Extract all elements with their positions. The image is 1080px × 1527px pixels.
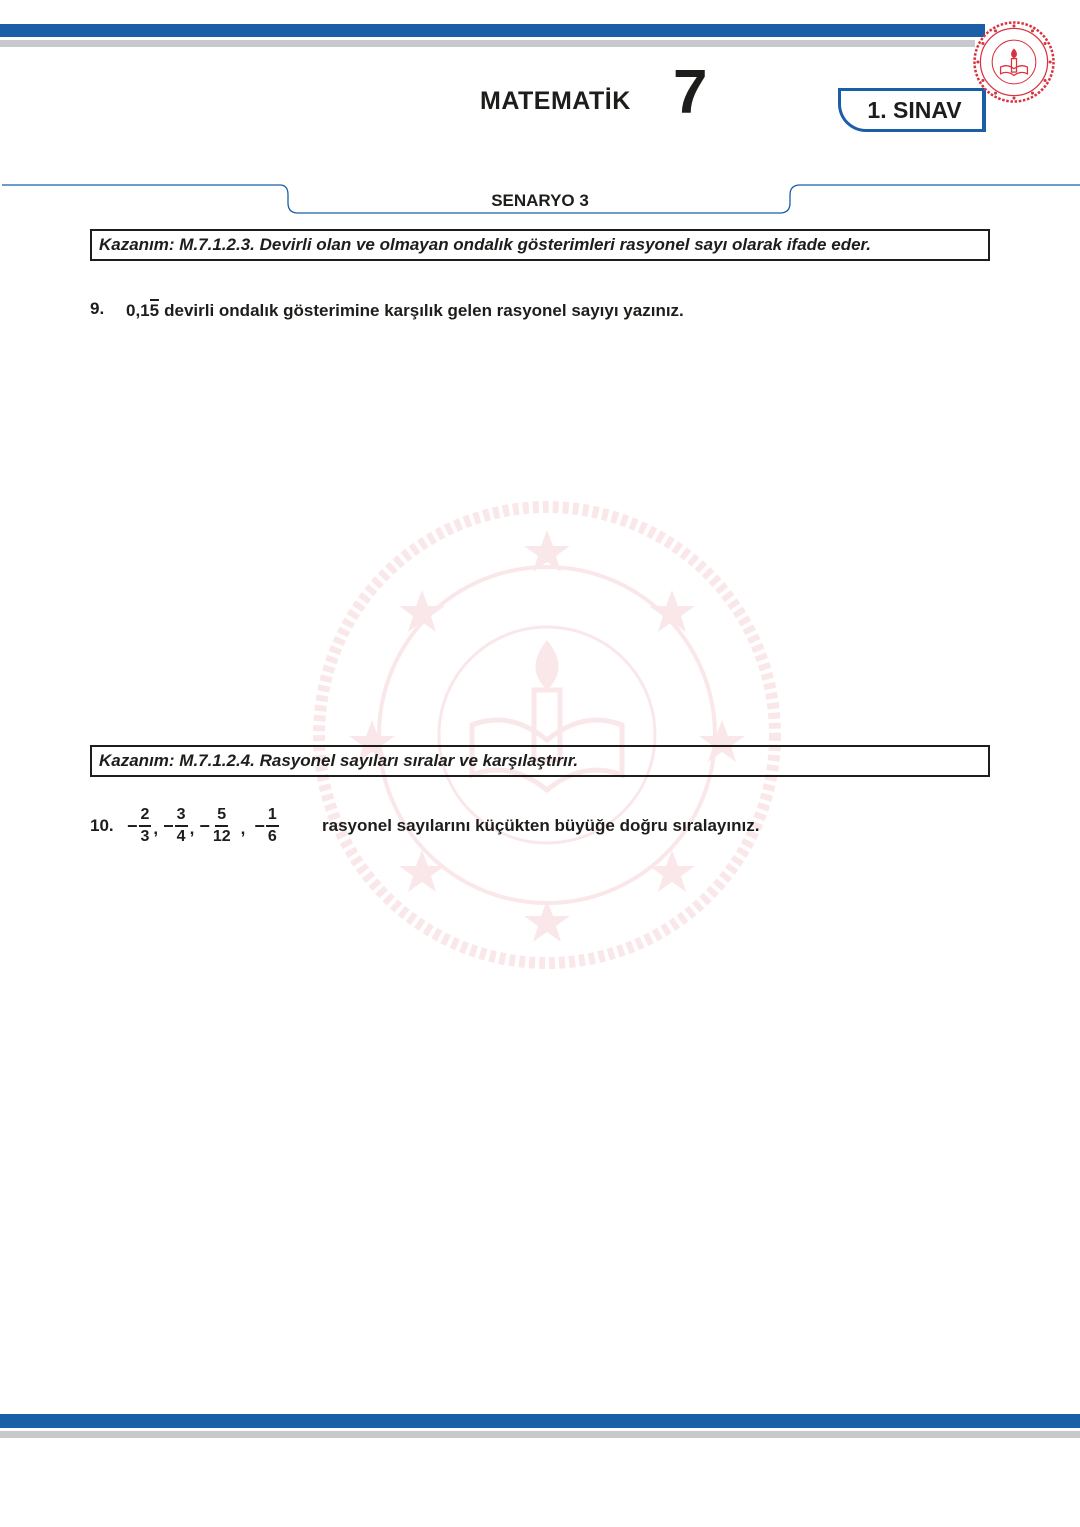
fraction	[127, 807, 151, 845]
top-blue-stripe	[0, 24, 985, 37]
outcome-box	[90, 745, 990, 777]
scenario-title: SENARYO 3	[491, 191, 589, 210]
outcome-text: Kazanım: M.7.1.2.3. Devirli olan ve olmayan ondalık gösterimleri rasyonel sayı olarak ifade eder.	[99, 235, 871, 254]
fraction	[254, 807, 278, 845]
denominator: 4	[176, 828, 186, 845]
fraction-body	[266, 807, 279, 845]
exam-label-tab	[838, 88, 986, 132]
fraction-body	[211, 807, 233, 845]
denominator: 3	[140, 828, 150, 845]
numerator: 2	[139, 807, 152, 827]
question-number: 9.	[90, 299, 105, 318]
grade-number: 7	[673, 58, 708, 127]
separator: ,	[240, 819, 246, 838]
numerator: 5	[215, 807, 228, 827]
ministry-watermark-icon	[312, 500, 782, 970]
minus-sign: −	[199, 815, 210, 836]
ministry-seal-icon	[972, 20, 1056, 104]
subject-title: MATEMATİK	[480, 87, 631, 115]
question-text: devirli ondalık gösterimine karşılık gelen rasyonel sayıyı yazınız.	[164, 301, 684, 320]
numerator: 1	[266, 807, 279, 827]
outcome-box	[90, 229, 990, 261]
fraction	[199, 807, 232, 845]
separator: ,	[189, 819, 195, 838]
minus-sign: −	[127, 815, 138, 836]
bottom-gray-stripe	[0, 1431, 1080, 1438]
fraction-list	[127, 805, 279, 847]
fraction-body	[175, 807, 188, 845]
outcome-text: Kazanım: M.7.1.2.4. Rasyonel sayıları sıralar ve karşılaştırır.	[99, 751, 579, 770]
question-text: rasyonel sayılarını küçükten büyüğe doğru sıralayınız.	[322, 816, 760, 835]
denominator: 6	[267, 828, 277, 845]
separator: ,	[153, 819, 159, 838]
numerator: 3	[175, 807, 188, 827]
exam-label: 1. SINAV	[867, 96, 962, 123]
minus-sign: −	[163, 815, 174, 836]
question-9	[126, 299, 684, 321]
fraction	[163, 807, 187, 845]
top-gray-stripe	[0, 40, 975, 47]
minus-sign: −	[254, 815, 265, 836]
fraction-body	[139, 807, 152, 845]
denominator: 12	[212, 828, 231, 845]
bottom-blue-stripe	[0, 1414, 1080, 1428]
decimal-prefix: 0,1	[126, 301, 150, 320]
repeating-digits: 5	[149, 301, 160, 320]
question-number: 10.	[90, 816, 114, 835]
